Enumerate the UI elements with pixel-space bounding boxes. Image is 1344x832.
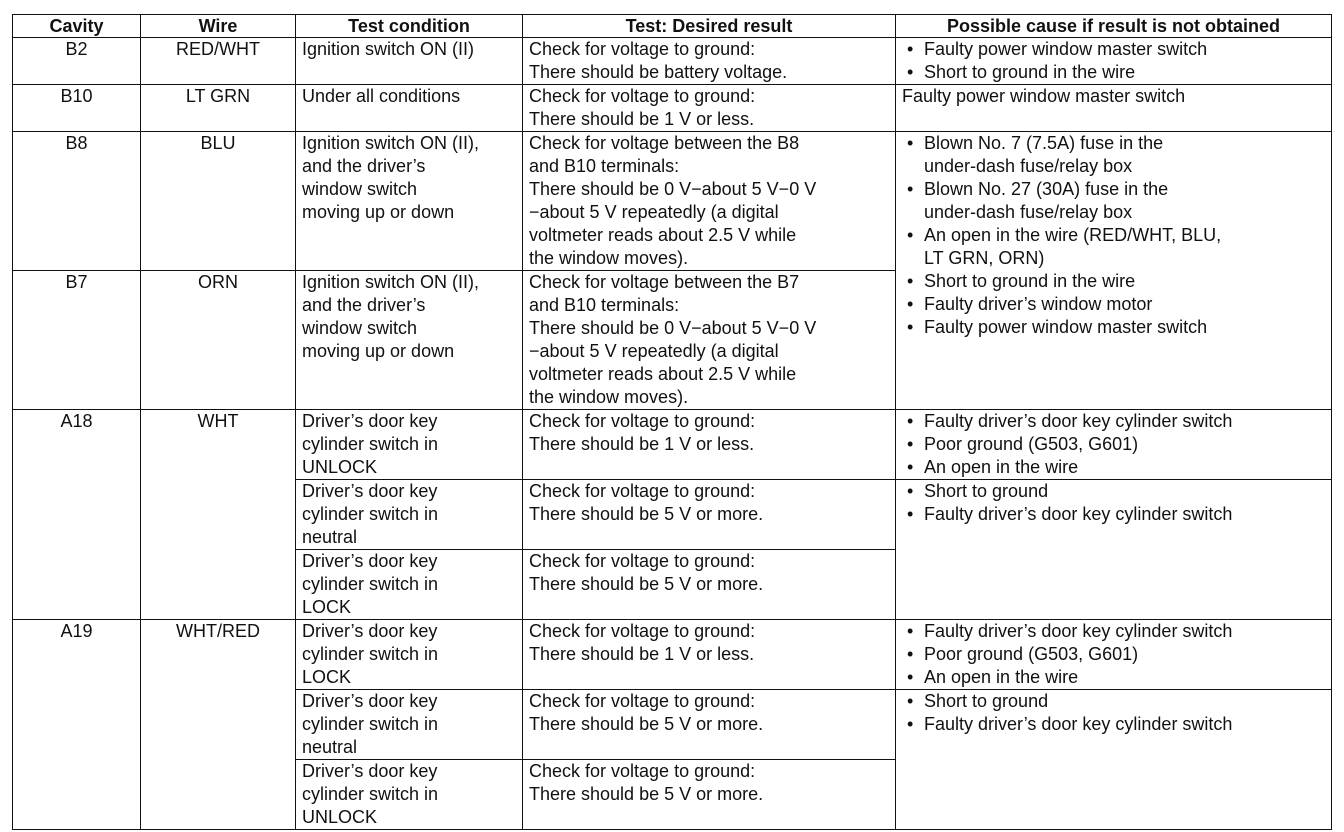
result-cell: Check for voltage to ground: There should be battery voltage.	[523, 38, 896, 85]
table-row	[13, 132, 1332, 271]
cause-item: • Faulty driver’s door key cylinder switch	[902, 410, 1325, 433]
condition-cell: Driver’s door key cylinder switch in neutral	[296, 690, 523, 760]
result-cell: Check for voltage to ground: There should be 1 V or less.	[523, 85, 896, 132]
result-cell: Check for voltage to ground: There should be 5 V or more.	[523, 690, 896, 760]
condition-cell: Under all conditions	[296, 85, 523, 132]
result-cell: Check for voltage to ground: There should be 5 V or more.	[523, 760, 896, 830]
table-row	[13, 38, 1332, 85]
cause-cell	[896, 690, 1332, 830]
cavity-cell: B8	[13, 132, 141, 271]
result-cell: Check for voltage to ground: There should be 1 V or less.	[523, 620, 896, 690]
header-possible-cause: Possible cause if result is not obtained	[896, 15, 1332, 38]
cavity-cell: A18	[13, 410, 141, 620]
result-cell: Check for voltage to ground: There should be 5 V or more.	[523, 550, 896, 620]
cavity-cell: B2	[13, 38, 141, 85]
header-cavity: Cavity	[13, 15, 141, 38]
result-cell: Check for voltage between the B8 and B10 terminals: There should be 0 V−about 5 V−0 V −about 5 V repeatedly (a digital voltmeter reads about 2.5 V while the window moves).	[523, 132, 896, 271]
header-wire: Wire	[141, 15, 296, 38]
wire-cell: LT GRN	[141, 85, 296, 132]
wire-cell: ORN	[141, 271, 296, 410]
cause-item: • Short to ground in the wire	[902, 61, 1325, 84]
cause-item: • Faulty driver’s door key cylinder switch	[902, 713, 1325, 736]
cause-cell	[896, 480, 1332, 620]
cause-item: • Short to ground	[902, 480, 1325, 503]
cause-item: • Faulty driver’s window motor	[902, 293, 1325, 316]
condition-cell: Driver’s door key cylinder switch in UNLOCK	[296, 410, 523, 480]
cause-item: • Poor ground (G503, G601)	[902, 643, 1325, 666]
cause-item: • Faulty driver’s door key cylinder switch	[902, 620, 1325, 643]
header-test-condition: Test condition	[296, 15, 523, 38]
result-cell: Check for voltage between the B7 and B10 terminals: There should be 0 V−about 5 V−0 V −about 5 V repeatedly (a digital voltmeter reads about 2.5 V while the window moves).	[523, 271, 896, 410]
header-row	[13, 15, 1332, 38]
table-row	[13, 85, 1332, 132]
cavity-cell: A19	[13, 620, 141, 830]
cause-item: • An open in the wire	[902, 456, 1325, 479]
condition-cell: Driver’s door key cylinder switch in UNLOCK	[296, 760, 523, 830]
cause-item: • Blown No. 27 (30A) fuse in the under-dash fuse/relay box	[902, 178, 1325, 224]
cause-item: • Faulty power window master switch	[902, 316, 1325, 339]
cause-cell	[896, 38, 1332, 85]
cause-cell	[896, 132, 1332, 410]
table-row	[13, 620, 1332, 690]
wire-cell: WHT/RED	[141, 620, 296, 830]
condition-cell: Driver’s door key cylinder switch in LOCK	[296, 620, 523, 690]
wire-cell: RED/WHT	[141, 38, 296, 85]
condition-cell: Ignition switch ON (II), and the driver’s window switch moving up or down	[296, 132, 523, 271]
cause-item: • Short to ground in the wire	[902, 270, 1325, 293]
cause-cell: Faulty power window master switch	[896, 85, 1332, 132]
cause-item: • An open in the wire (RED/WHT, BLU, LT GRN, ORN)	[902, 224, 1325, 270]
result-cell: Check for voltage to ground: There should be 5 V or more.	[523, 480, 896, 550]
cause-item: • Short to ground	[902, 690, 1325, 713]
wire-cell: WHT	[141, 410, 296, 620]
cause-item: • Poor ground (G503, G601)	[902, 433, 1325, 456]
cause-cell	[896, 410, 1332, 480]
wire-cell: BLU	[141, 132, 296, 271]
cause-item: • Faulty power window master switch	[902, 38, 1325, 61]
cause-item: • Blown No. 7 (7.5A) fuse in the under-dash fuse/relay box	[902, 132, 1325, 178]
table-row	[13, 410, 1332, 480]
condition-cell: Driver’s door key cylinder switch in neutral	[296, 480, 523, 550]
cavity-cell: B7	[13, 271, 141, 410]
cause-item: • Faulty driver’s door key cylinder switch	[902, 503, 1325, 526]
cavity-cell: B10	[13, 85, 141, 132]
cause-cell	[896, 620, 1332, 690]
header-desired-result: Test: Desired result	[523, 15, 896, 38]
result-cell: Check for voltage to ground: There should be 1 V or less.	[523, 410, 896, 480]
condition-cell: Ignition switch ON (II)	[296, 38, 523, 85]
condition-cell: Driver’s door key cylinder switch in LOCK	[296, 550, 523, 620]
diagnostic-table	[12, 14, 1332, 830]
cause-item: • An open in the wire	[902, 666, 1325, 689]
condition-cell: Ignition switch ON (II), and the driver’s window switch moving up or down	[296, 271, 523, 410]
